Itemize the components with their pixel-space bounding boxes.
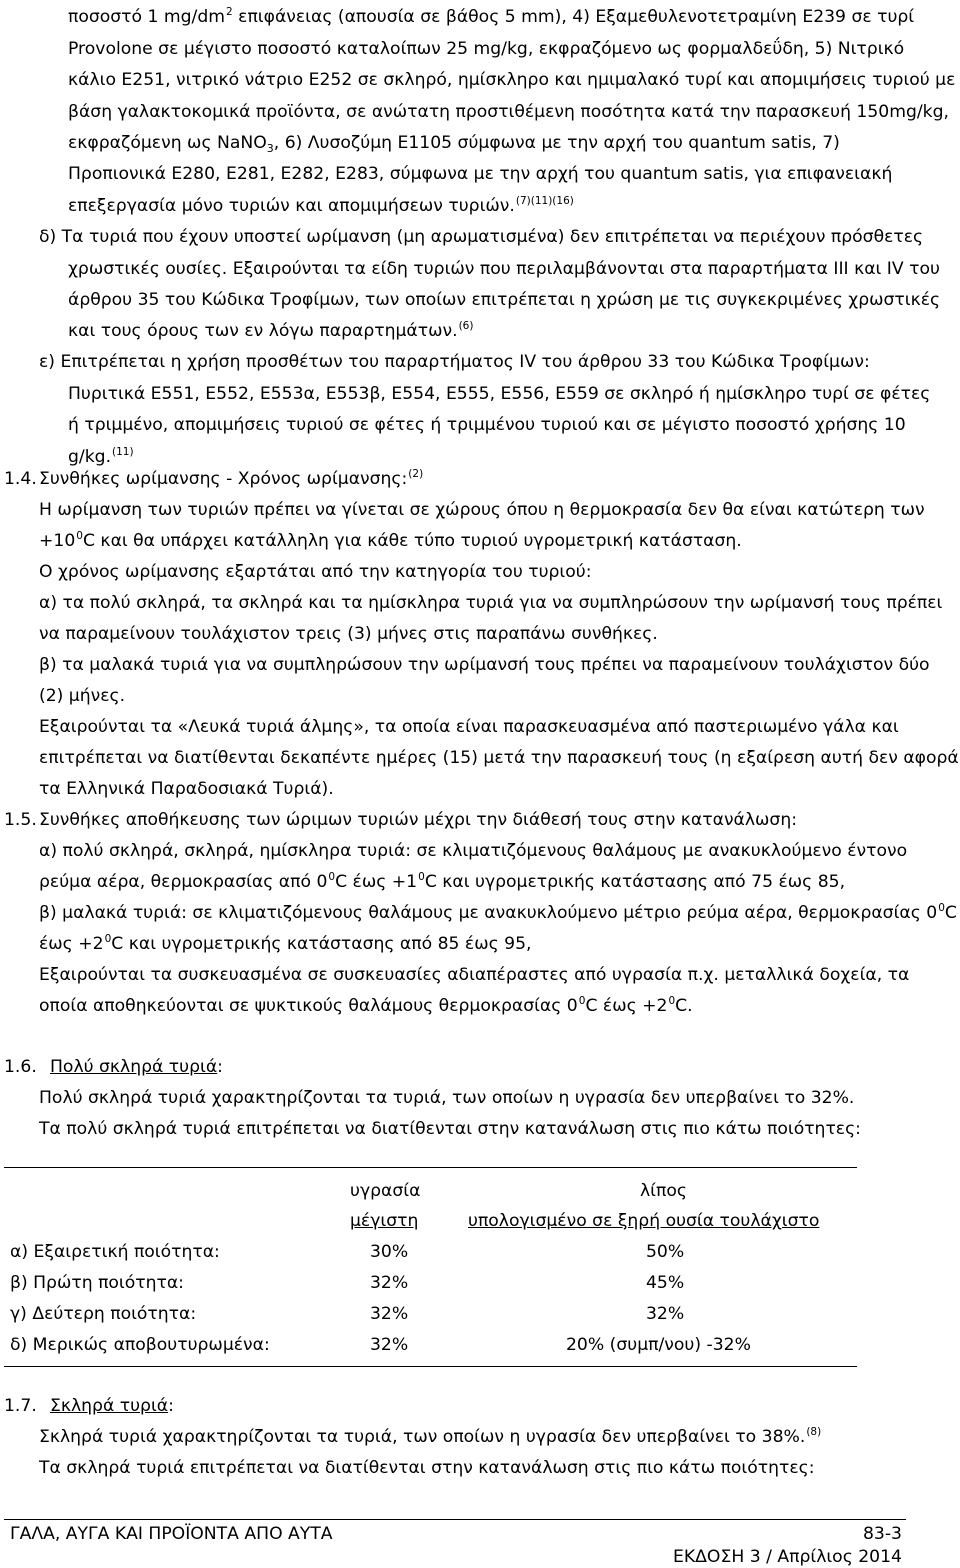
section-heading: Συνθήκες αποθήκευσης των ώριμων τυριών μέχρι την διάθεσή τους στην κατανάλωση: <box>39 810 798 830</box>
text-line: ε) Επιτρέπεται η χρήση προσθέτων του παραρτήματος IV του άρθρου 33 του Κώδικα Τροφίμων: <box>39 352 870 372</box>
section-heading <box>39 469 423 491</box>
text-line <box>68 321 473 343</box>
text-segment: g/kg. <box>68 447 112 467</box>
section-number: 1.4. <box>4 469 37 489</box>
text-segment: επιφάνειας (απουσία σε βάθος 5 mm), 4) Εξαμεθυλενοτετραμίνη E239 σε τυρί <box>238 7 915 27</box>
cell-fat: 50% <box>646 1242 685 1262</box>
text-line: χρωστικές ουσίες. Εξαιρούνται τα είδη τυριών που περιλαμβάνονται στα παραρτήματα III και IV του <box>68 259 940 279</box>
section-heading <box>50 1057 223 1077</box>
text-line: κάλιο E251, νιτρικό νάτριο E252 σε σκληρό, ημίσκληρο και ημιμαλακό τυρί και απομιμήσεις τυριού με <box>68 70 956 90</box>
cell-moisture: 32% <box>370 1273 409 1293</box>
section-number: 1.5. <box>4 810 37 830</box>
text-line: β) τα μαλακά τυριά για να συμπληρώσουν την ωρίμανσή τους πρέπει να παραμείνουν τουλάχιστον δύο <box>39 655 930 675</box>
text-segment: Σκληρά τυριά <box>50 1396 169 1416</box>
text-segment: Πολύ σκληρά τυριά <box>50 1057 218 1077</box>
cell-fat: 32% <box>646 1304 685 1324</box>
text-segment: C έως +2 <box>585 996 668 1016</box>
subscript: 3 <box>266 142 274 155</box>
page-number: 83-3 <box>862 1524 902 1544</box>
text-segment: C και υγρομετρικής κατάστασης από 85 έως 95, <box>111 934 532 954</box>
text-segment: επεξεργασία μόνο τυριών και απομιμήσεων τυριών. <box>68 196 515 216</box>
text-segment: Σκληρά τυριά χαρακτηρίζονται τα τυριά, των οποίων η υγρασία δεν υπερβαίνει το 38%. <box>39 1427 806 1447</box>
superscript: 0 <box>578 995 586 1007</box>
text-line: επιτρέπεται να διατίθενται δεκαπέντε ημέρες (15) μετά την παρασκευή τους (η εξαίρεση αυτή δεν αφορά <box>39 748 959 768</box>
text-line: Provolone σε μέγιστο ποσοστό καταλοίπων 25 mg/kg, εκφραζόμενο ως φορμαλδεΰδη, 5) Νιτρικό <box>68 39 905 59</box>
footnote-ref: (11) <box>112 446 134 458</box>
text-line <box>68 133 840 155</box>
footer-edition: ΕΚΔΟΣΗ 3 / Απρίλιος 2014 <box>673 1547 902 1567</box>
text-segment: έως +2 <box>39 934 104 954</box>
text-line: α) πολύ σκληρά, σκληρά, ημίσκληρα τυριά: σε κλιματιζόμενους θαλάμους με ανακυκλούμενο έντονο <box>39 841 908 861</box>
footnote-ref: (7)(11)(16) <box>515 195 574 207</box>
text-segment: εκφραζόμενη ως NaNO <box>68 133 267 153</box>
table-top-rule <box>4 1167 857 1168</box>
text-line: ή τριμμένο, απομιμήσεις τυριού σε φέτες ή τριμμένου τυριού και σε μέγιστο ποσοστό χρήσης 10 <box>68 415 906 435</box>
cell-moisture: 32% <box>370 1304 409 1324</box>
text-line <box>39 531 742 553</box>
table-bottom-rule <box>4 1366 857 1367</box>
text-line <box>68 7 956 29</box>
text-segment: ρεύμα αέρα, θερμοκρασίας από 0 <box>39 872 328 892</box>
text-segment: ποσοστό 1 mg/dm <box>68 7 225 27</box>
text-line: Τα πολύ σκληρά τυριά επιτρέπεται να διατίθενται στην κατανάλωση στις πιο κάτω ποιότητες: <box>39 1119 861 1139</box>
text-segment: C και υγρομετρικής κατάστασης από 75 έως 85, <box>424 872 846 892</box>
column-header-fat: λίπος <box>640 1181 687 1201</box>
text-line: Πολύ σκληρά τυριά χαρακτηρίζονται τα τυριά, των οποίων η υγρασία δεν υπερβαίνει το 32%. <box>39 1088 855 1108</box>
text-segment: , 6) Λυσοζύμη E1105 σύμφωνα με την αρχή του quantum satis, 7) <box>273 133 840 153</box>
row-label: δ) Μερικώς αποβουτυρωμένα: <box>10 1335 270 1355</box>
text-line: (2) μήνες. <box>39 686 126 706</box>
cell-fat: 45% <box>646 1273 685 1293</box>
text-line: Ο χρόνος ωρίμανσης εξαρτάται από την κατηγορία του τυριού: <box>39 562 592 582</box>
superscript: 2 <box>226 6 233 18</box>
text-line: Πυριτικά E551, E552, E553α, E553β, E554, E555, E556, E559 σε σκληρό ή ημίσκληρο τυρί σε φέτες <box>68 384 931 404</box>
text-line: να παραμείνουν τουλάχιστον τρεις (3) μήνες στις παραπάνω συνθήκες. <box>39 624 658 644</box>
text-line <box>39 872 845 894</box>
text-line: Η ωρίμανση των τυριών πρέπει να γίνεται σε χώρους όπου η θερμοκρασία δεν θα είναι κατώτερη των <box>39 500 925 520</box>
section-number: 1.6. <box>4 1057 37 1077</box>
text-segment: : <box>217 1057 223 1077</box>
text-segment: Συνθήκες ωρίμανσης - Χρόνος ωρίμανσης: <box>39 469 408 489</box>
cell-moisture: 30% <box>370 1242 409 1262</box>
text-segment: και τους όρους των εν λόγω παραρτημάτων. <box>68 321 458 341</box>
text-line: βάση γαλακτοκομικά προϊόντα, σε ανώτατη προστιθέμενη ποσότητα κατά την παρασκευή 150mg/kg, <box>68 102 950 122</box>
text-line: Εξαιρούνται τα συσκευασμένα σε συσκευασίες αδιαπέραστες από υγρασία π.χ. μεταλλικά δοχεία, τα <box>39 965 910 985</box>
section-number: 1.7. <box>4 1396 37 1416</box>
text-segment: C. <box>675 996 693 1016</box>
superscript: 0 <box>418 871 425 883</box>
text-segment: +10 <box>39 531 76 551</box>
superscript: 0 <box>668 995 676 1007</box>
text-segment: μέγιστη <box>350 1211 419 1231</box>
text-line: Τα σκληρά τυριά επιτρέπεται να διατίθενται στην κατανάλωση στις πιο κάτω ποιότητες: <box>39 1458 815 1478</box>
cell-fat: 20% (συμπ/νου) -32% <box>566 1335 751 1355</box>
row-label: γ) Δεύτερη ποιότητα: <box>10 1304 197 1324</box>
text-line <box>68 196 574 218</box>
superscript: 0 <box>938 902 945 914</box>
footer-rule <box>4 1519 906 1520</box>
text-line: τα Ελληνικά Παραδοσιακά Τυριά). <box>39 779 334 799</box>
footer-title: ΓΑΛΑ, ΑΥΓΑ ΚΑΙ ΠΡΟΪΟΝΤΑ ΑΠΟ ΑΥΤΑ <box>10 1524 333 1544</box>
row-label: β) Πρώτη ποιότητα: <box>10 1273 184 1293</box>
superscript: 0 <box>104 933 112 945</box>
row-label: α) Εξαιρετική ποιότητα: <box>10 1242 220 1262</box>
text-line <box>68 447 134 469</box>
text-line: Εξαιρούνται τα «Λευκά τυριά άλμης», τα οποία είναι παρασκευασμένα από παστεριωμένο γάλα και <box>39 717 899 737</box>
section-heading <box>50 1396 174 1416</box>
text-segment: C έως +1 <box>335 872 418 892</box>
superscript: 0 <box>76 530 83 542</box>
text-segment: C <box>944 903 957 923</box>
text-line: Προπιονικά E280, E281, E282, E283, σύμφωνα με την αρχή του quantum satis, για επιφανειακή <box>68 164 893 184</box>
column-subheader-moisture <box>350 1211 418 1231</box>
footnote-ref: (8) <box>806 1426 822 1438</box>
text-segment: β) μαλακά τυριά: σε κλιματιζόμενους θαλάμους με ανακυκλούμενο μέτριο ρεύμα αέρα, θερμοκρασίας 0 <box>39 903 938 923</box>
text-segment: υπολογισμένο σε ξηρή ουσία τουλάχιστο <box>468 1211 820 1231</box>
text-line: δ) Τα τυριά που έχουν υποστεί ωρίμανση (μη αρωματισμένα) δεν επιτρέπεται να περιέχουν πρόσθετες <box>39 227 924 247</box>
column-header-moisture: υγρασία <box>350 1181 421 1201</box>
text-segment: : <box>168 1396 174 1416</box>
text-line: άρθρου 35 του Κώδικα Τροφίμων, των οποίων επιτρέπεται η χρώση με τις συγκεκριμένες χρωστικές <box>68 290 941 310</box>
text-segment: C και θα υπάρχει κατάλληλη για κάθε τύπο τυριού υγρομετρική κατάσταση. <box>82 531 742 551</box>
text-segment: οποία αποθηκεύονται σε ψυκτικούς θαλάμους θερμοκρασίας 0 <box>39 996 578 1016</box>
footnote-ref: (2) <box>408 468 424 480</box>
cell-moisture: 32% <box>370 1335 409 1355</box>
text-line <box>39 996 693 1018</box>
superscript: 0 <box>328 871 336 883</box>
text-line <box>39 903 957 925</box>
text-line: α) τα πολύ σκληρά, τα σκληρά και τα ημίσκληρα τυριά για να συμπληρώσουν την ωρίμανσή τους πρέπει <box>39 593 943 613</box>
text-line <box>39 934 532 956</box>
column-subheader-fat <box>468 1211 819 1231</box>
text-line <box>39 1427 821 1449</box>
footnote-ref: (6) <box>458 320 474 332</box>
